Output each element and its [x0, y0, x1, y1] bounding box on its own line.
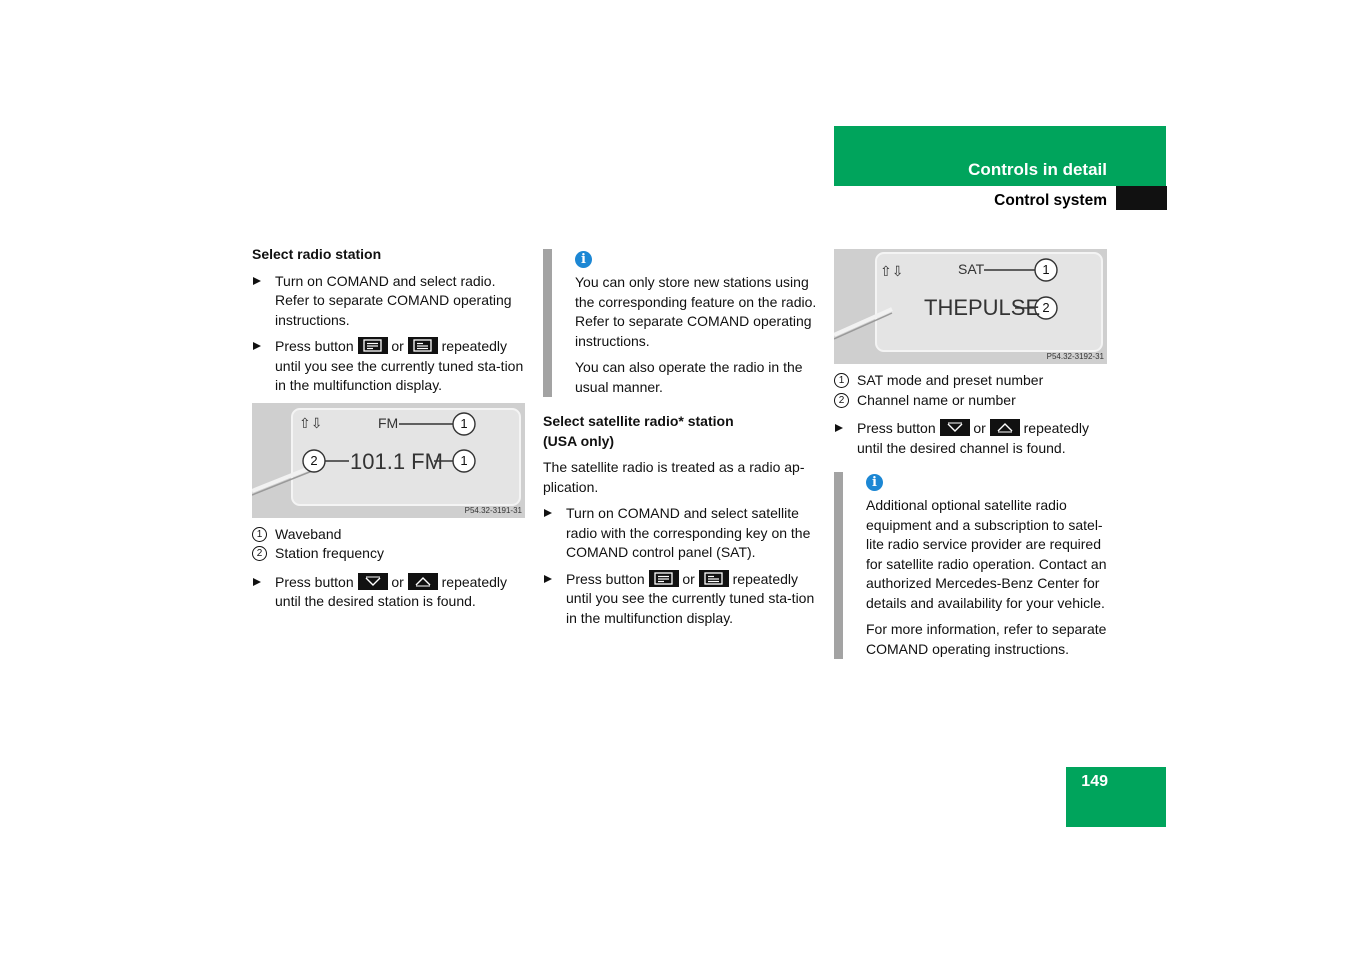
bullet-triangle-icon [253, 578, 261, 586]
bullet-triangle-icon [253, 277, 261, 285]
figure-code: P54.32-3192-31 [1046, 352, 1104, 361]
seek-down-icon [358, 573, 388, 590]
subsection-title: Control system [994, 192, 1107, 209]
figure-code: P54.32-3191-31 [464, 505, 522, 515]
sat-display-figure [834, 249, 1107, 364]
legend-list [834, 371, 1107, 410]
heading-select-satellite-radio: Select satellite radio* station (USA only) [543, 413, 734, 449]
info-text: For more information, refer to separate COMAND operating instructions. [866, 621, 1107, 657]
legend-item: 2 Station frequency [252, 544, 525, 564]
bullet-triangle-icon [835, 424, 843, 432]
step-turn-on-satellite: Turn on COMAND and select satellite radio with the corresponding key on the COMAND control panel (SAT). [543, 504, 818, 563]
svg-text:⇧⇩: ⇧⇩ [880, 264, 904, 280]
fm-frequency-label: 101.1 FM [350, 448, 443, 474]
legend-item: 1 SAT mode and preset number [834, 371, 1107, 391]
sat-mode-label: SAT [958, 261, 985, 277]
info-box-satellite-subscription [834, 472, 1107, 659]
callout-2: 2 [310, 452, 318, 468]
step-press-preset-button: Press button or repeatedly until you see the currently tuned sta-tion in the multifunction display. [543, 570, 818, 629]
preset-down-icon [358, 337, 388, 354]
step-press-seek-button: Press button or repeatedly until the desired station is found. [252, 573, 525, 612]
seek-up-icon [990, 419, 1020, 436]
preset-up-icon [408, 337, 438, 354]
step-text: Turn on COMAND and select radio. Refer to separate COMAND operating instructions. [275, 272, 512, 328]
section-tab-marker [1116, 186, 1167, 210]
info-text: Additional optional satellite radio equipment and a subscription to satel-lite radio service provider are required for satellite radio operation. Contact an authorized Mercedes-Benz Center for details and availability for your vehicle. [866, 497, 1107, 611]
info-text: You can also operate the radio in the usual manner. [575, 359, 803, 395]
column-select-radio-station [252, 245, 525, 619]
info-text: You can only store new stations using the corresponding feature on the radio. Refer to separate COMAND operating instructions. [575, 274, 817, 349]
callout-2: 2 [1042, 300, 1050, 315]
page-number: 149 [1081, 773, 1108, 790]
legend-list [252, 525, 525, 564]
callout-1b: 1 [460, 452, 468, 468]
bullet-triangle-icon [253, 342, 261, 350]
satellite-intro-text: The satellite radio is treated as a radio ap-plication. [543, 459, 805, 495]
legend-item: 2 Channel name or number [834, 391, 1107, 411]
heading-select-radio-station: Select radio station [252, 246, 382, 262]
callout-1: 1 [460, 415, 468, 431]
info-box-store-stations [543, 249, 818, 397]
fm-band-label: FM [378, 414, 399, 431]
sat-channel-label: THEPULSE [924, 295, 1041, 320]
bullet-triangle-icon [544, 509, 552, 517]
callout-1: 1 [1042, 262, 1050, 277]
column-satellite-radio [543, 245, 818, 635]
step-press-preset-button: Press button or repeatedly until you see the currently tuned sta-tion in the multifunction display. [252, 337, 525, 396]
fm-display-figure [252, 403, 525, 518]
step-turn-on-comand [252, 272, 525, 331]
legend-item: 1 Waveband [252, 525, 525, 545]
info-icon: i [866, 474, 883, 491]
info-icon: i [575, 251, 592, 268]
preset-down-icon [649, 570, 679, 587]
seek-up-icon [408, 573, 438, 590]
bullet-triangle-icon [544, 575, 552, 583]
section-title: Controls in detail [968, 160, 1107, 179]
svg-text:⇧⇩: ⇧⇩ [299, 415, 323, 432]
step-press-seek-button: Press button or repeatedly until the desired channel is found. [834, 419, 1107, 458]
preset-up-icon [699, 570, 729, 587]
column-satellite-display [834, 249, 1107, 674]
seek-down-icon [940, 419, 970, 436]
